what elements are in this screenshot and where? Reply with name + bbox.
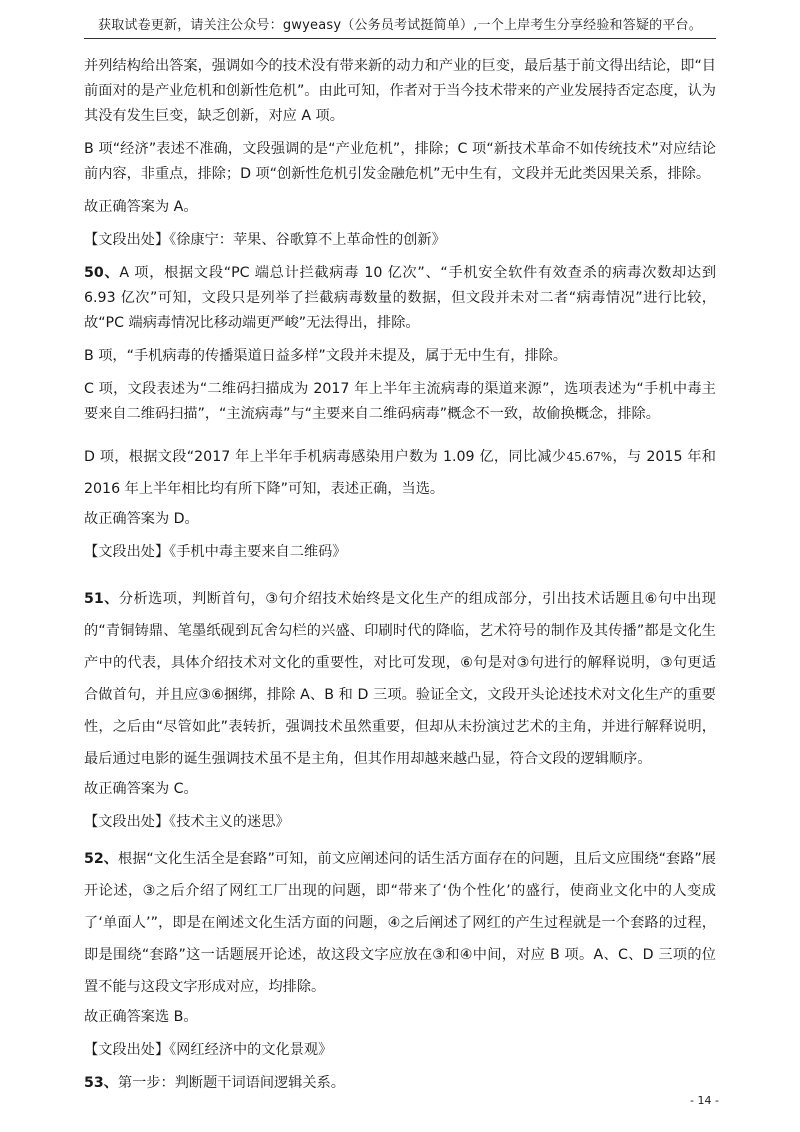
paragraph: 故正确答案为 C。 bbox=[84, 781, 198, 797]
page-number: - 14 - bbox=[690, 1094, 719, 1107]
paragraph: C 项，文段表述为“二维码扫描成为 2017 年上半年主流病毒的渠道来源”，选项表述为“手机中毒主要来自二维码扫描”，“主流病毒”与“主要来自二维码病毒”概念不一致，故偷换概念，排除。 bbox=[84, 381, 716, 422]
question-number: 53、 bbox=[84, 1075, 118, 1091]
formula-percent: 45.67% bbox=[566, 450, 613, 464]
question-53: 53、第一步：判断题干词语间逻辑关系。 bbox=[84, 1075, 345, 1091]
source-citation: 【文段出处】《手机中毒主要来自二维码》 bbox=[84, 544, 347, 560]
question-50: 50、A 项，根据文段“PC 端总计拦截病毒 10 亿次”、“手机安全软件有效查杀的病毒次数却达到 6.93 亿次”可知，文段只是列举了拦截病毒数量的数据，但文段并未对二者“病毒情况”进行比较，故“PC 端病毒情况比移动端更严峻”无法得出，排除。 bbox=[84, 265, 717, 331]
page-header: 获取试卷更新，请关注公众号：gwyeasy（公务员考试挺简单）,一个上岸考生分享经验和答疑的平台。 bbox=[98, 18, 702, 33]
paragraph: B 项，“手机病毒的传播渠道日益多样”文段并未提及，属于无中生有，排除。 bbox=[84, 348, 567, 364]
header-divider bbox=[84, 38, 716, 39]
question-51: 51、分析选项，判断首句，③句介绍技术始终是文化生产的组成部分，引出技术话题且⑥句中出现的“青铜铸鼎、笔墨纸砚到瓦舍勾栏的兴盛、印刷时代的降临，艺术符号的制作及其传播”都是文化生产中的代表，具体介绍技术对文化的重要性，对比可发现，⑥句是对③句进行的解释说明，③句更适合做首句，并且应③⑥捆绑，排除 A、B 和 D 三项。验证全文，文段开头论述技术对文化生产的重要性，之后由“尽管如此”表转折，强调技术虽然重要，但却从未扮演过艺术的主角，并进行解释说明，最后通过电影的诞生强调技术虽不是主角，但其作用却越来越凸显，符合文段的逻辑顺序。 bbox=[84, 591, 716, 767]
question-number: 52、 bbox=[84, 851, 118, 867]
source-citation: 【文段出处】《技术主义的迷思》 bbox=[84, 814, 290, 830]
paragraph: 并列结构给出答案，强调如今的技术没有带来新的动力和产业的巨变，最后基于前文得出结论，即“目前面对的是产业危机和创新性危机”。由此可知，作者对于当今技术带来的产业发展持否定态度，认为其没有发生巨变，缺乏创新，对应 A 项。 bbox=[84, 58, 716, 124]
question-52: 52、根据“文化生活全是套路”可知，前文应阐述问的话生活方面存在的问题，且后文应围绕“套路”展开论述，③之后介绍了网红工厂出现的问题，即“带来了‘伪个性化’的盛行，使商业文化中的人变成了‘单面人’”，即是在阐述文化生活方面的问题，④之后阐述了网红的产生过程就是一个套路的过程，即是围绕“套路”这一话题展开论述，故这段文字应放在③和④中间，对应 B 项。A、C、D 三项的位置不能与这段文字形成对应，均排除。 bbox=[84, 851, 716, 995]
source-citation: 【文段出处】《网红经济中的文化景观》 bbox=[84, 1042, 333, 1058]
source-citation: 【文段出处】《徐康宁：苹果、谷歌算不上革命性的创新》 bbox=[84, 232, 446, 248]
document-body bbox=[84, 54, 716, 1096]
question-number: 51、 bbox=[84, 591, 119, 607]
paragraph: D 项，根据文段“2017 年上半年手机病毒感染用户数为 1.09 亿，同比减少45.67%，与 2015 年和 2016 年上半年相比均有所下降”可知，表述正确，当选。 bbox=[84, 449, 716, 497]
paragraph: 故正确答案为 A。 bbox=[84, 199, 198, 215]
question-number: 50、 bbox=[84, 265, 120, 281]
paragraph: B 项“经济”表述不准确，文段强调的是“产业危机”，排除；C 项“新技术革命不如传统技术”对应结论前内容，非重点，排除；D 项“创新性危机引发金融危机”无中生有，文段并无此类因果关系，排除。 bbox=[84, 141, 716, 182]
paragraph: 故正确答案为 D。 bbox=[84, 511, 199, 527]
paragraph: 故正确答案选 B。 bbox=[84, 1009, 198, 1025]
